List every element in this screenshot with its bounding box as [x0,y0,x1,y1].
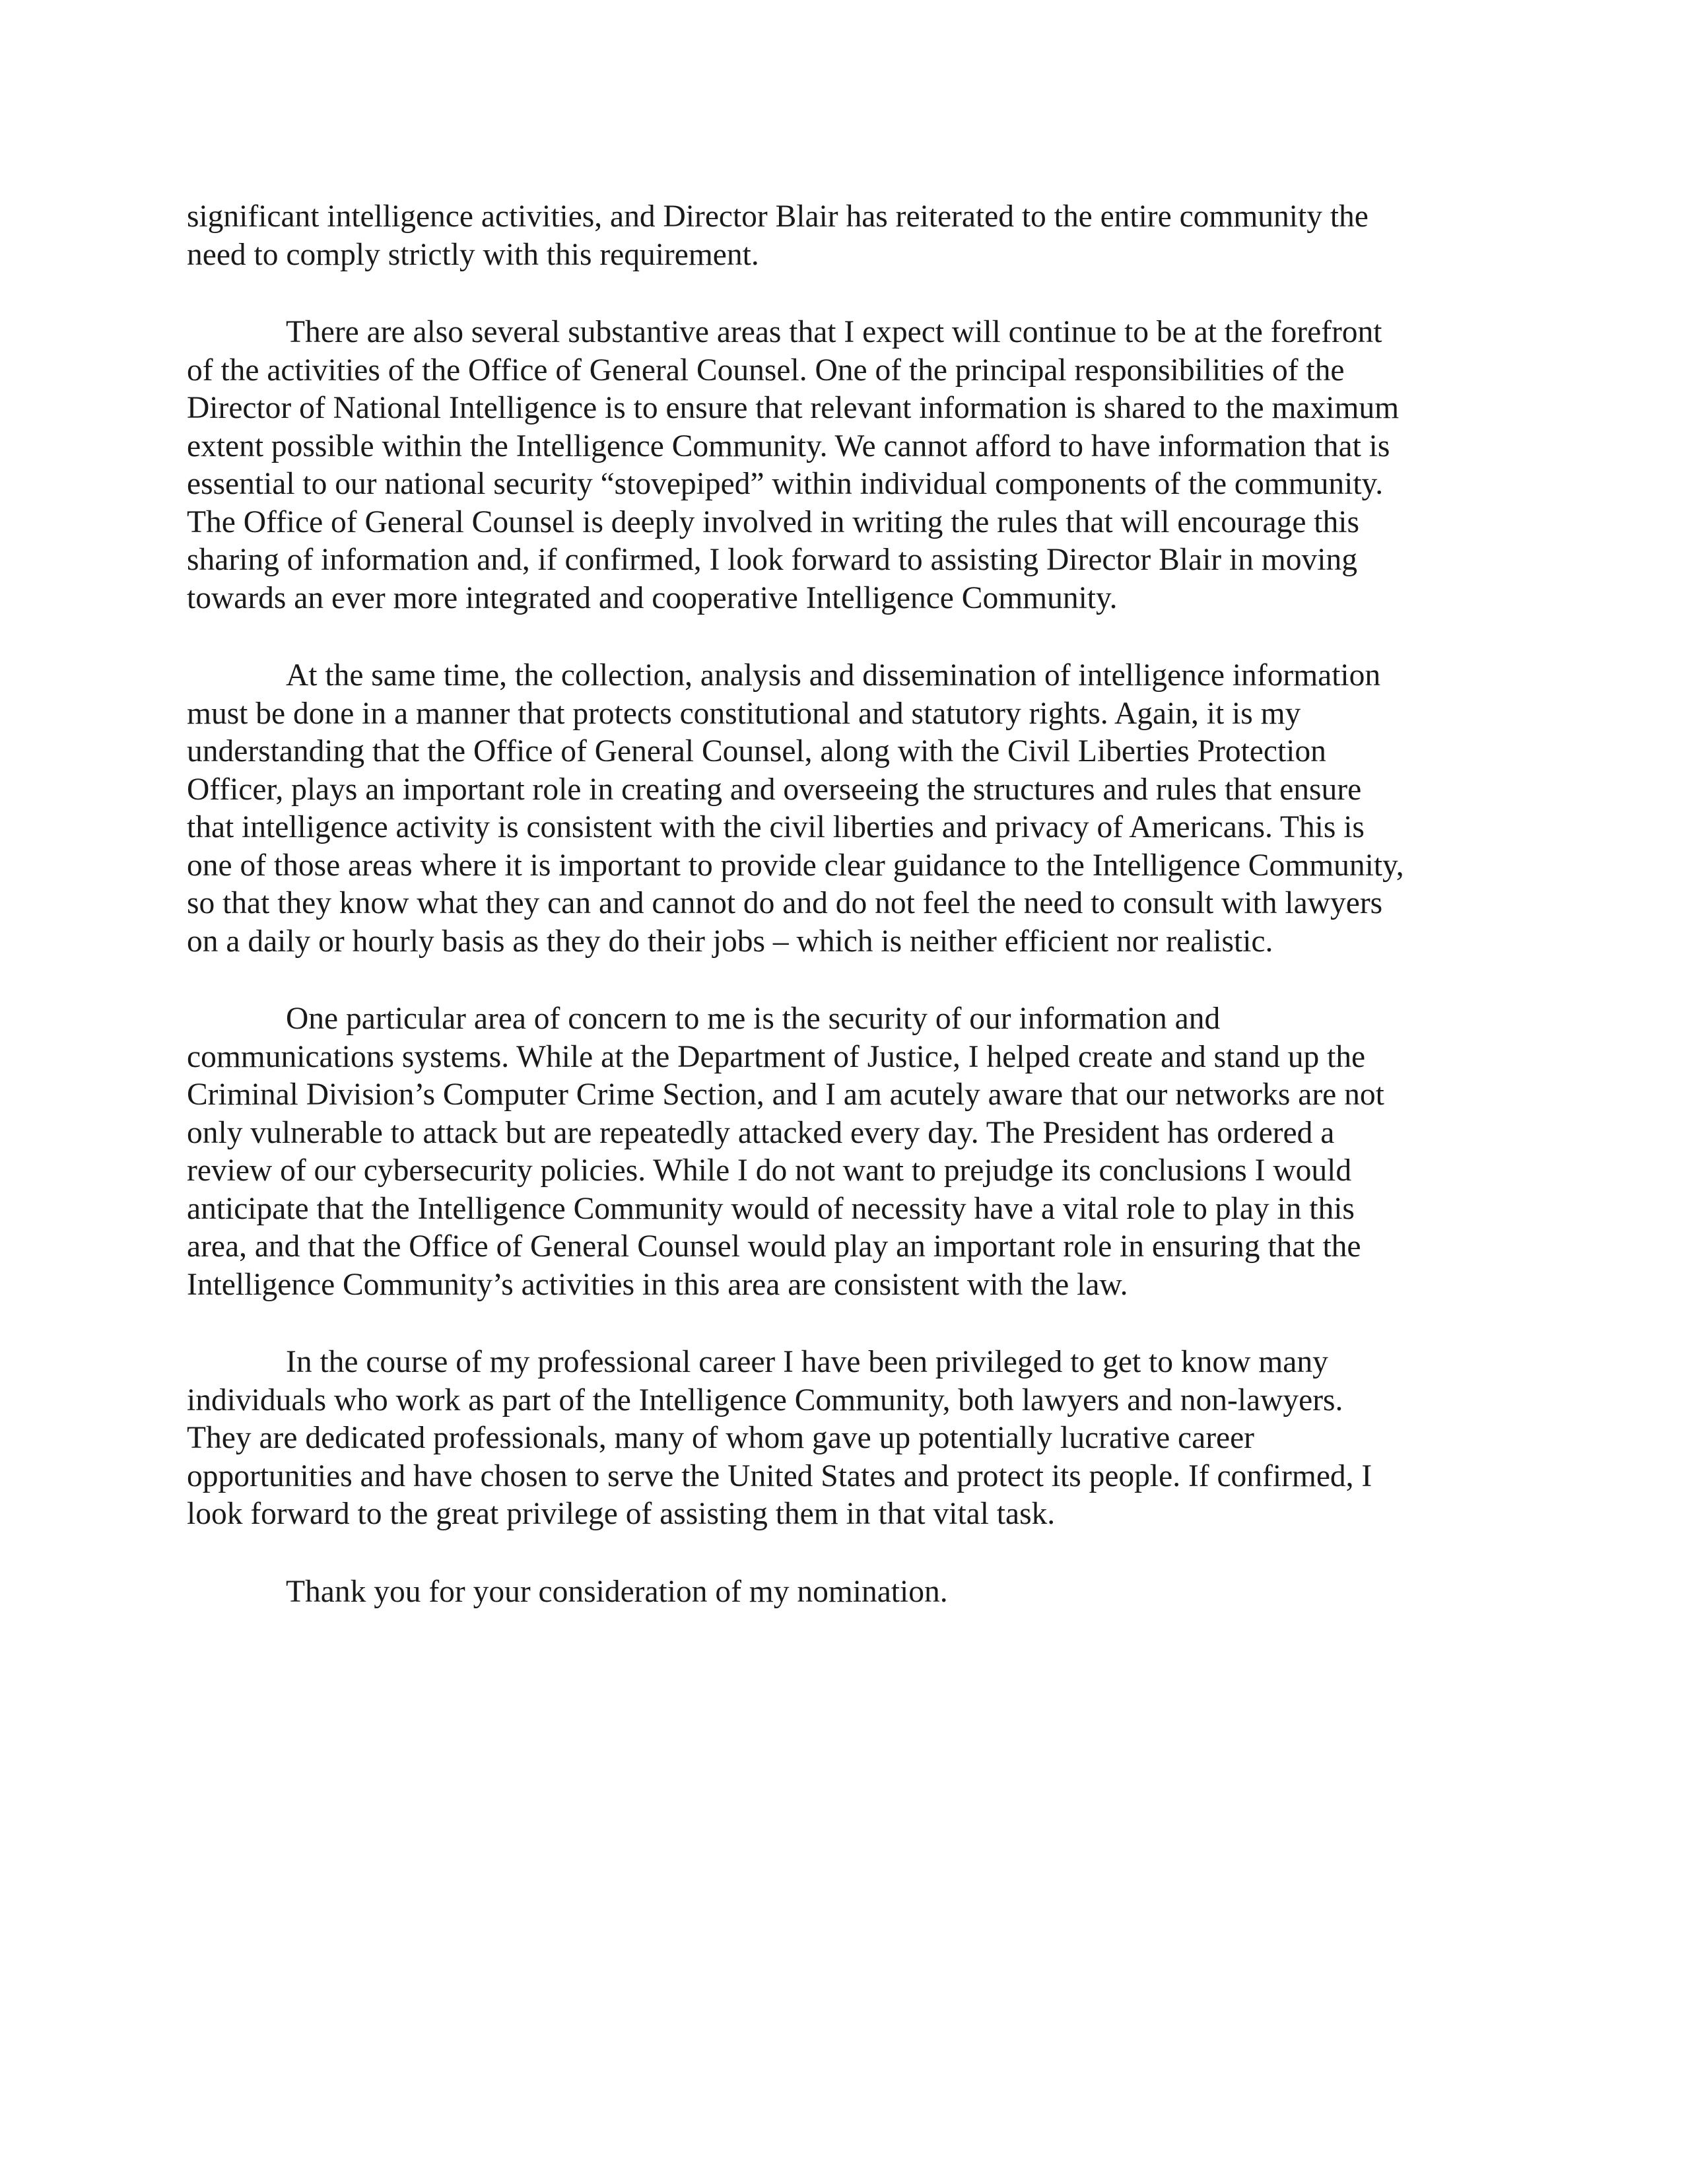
text-line: look forward to the great privilege of assisting them in that vital task. [187,1497,1056,1531]
document-body [187,198,1481,1651]
text-line: One particular area of concern to me is the security of our information and [286,1002,1221,1036]
text-line: so that they know what they can and cannot do and do not feel the need to consult with lawyers [187,886,1383,920]
paragraph-5 [187,1344,1481,1534]
text-line: At the same time, the collection, analysis and dissemination of intelligence information [286,658,1381,693]
paragraph-3 [187,657,1481,961]
text-line: only vulnerable to attack but are repeatedly attacked every day. The President has ordered a [187,1115,1335,1150]
text-line: opportunities and have chosen to serve the United States and protect its people. If confirmed, I [187,1458,1372,1493]
text-line: need to comply strictly with this requirement. [187,237,759,272]
text-line: Thank you for your consideration of my nomination. [286,1574,948,1609]
text-line: review of our cybersecurity policies. While I do not want to prejudge its conclusions I would [187,1153,1352,1188]
text-line: Criminal Division’s Computer Crime Section, and I am acutely aware that our networks are not [187,1077,1384,1112]
text-line: Intelligence Community’s activities in this area are consistent with the law. [187,1267,1128,1302]
text-line: communications systems. While at the Department of Justice, I helped create and stand up the [187,1039,1366,1074]
text-line: understanding that the Office of General Counsel, along with the Civil Liberties Protection [187,734,1326,768]
text-line: In the course of my professional career I have been privileged to get to know many [286,1345,1328,1379]
text-line: must be done in a manner that protects constitutional and statutory rights. Again, it is my [187,696,1301,731]
text-line: anticipate that the Intelligence Community would of necessity have a vital role to play in this [187,1191,1355,1226]
text-line: towards an ever more integrated and cooperative Intelligence Community. [187,580,1118,615]
text-line: of the activities of the Office of General Counsel. One of the principal responsibilities of the [187,353,1345,388]
text-line: There are also several substantive areas that I expect will continue to be at the forefront [286,315,1382,349]
text-line: that intelligence activity is consistent with the civil liberties and privacy of Americans. This is [187,810,1365,844]
text-line: The Office of General Counsel is deeply involved in writing the rules that will encourage this [187,504,1359,539]
text-line: Officer, plays an important role in creating and overseeing the structures and rules that ensure [187,772,1362,807]
paragraph-2 [187,314,1481,617]
paragraph-1 [187,198,1481,274]
text-line: essential to our national security “stovepiped” within individual components of the community. [187,467,1384,501]
text-line: individuals who work as part of the Intelligence Community, both lawyers and non-lawyers. [187,1382,1343,1417]
text-line: on a daily or hourly basis as they do their jobs – which is neither efficient nor realistic. [187,924,1273,959]
text-line: significant intelligence activities, and Director Blair has reiterated to the entire community the [187,199,1369,234]
text-line: sharing of information and, if confirmed, I look forward to assisting Director Blair in moving [187,543,1357,577]
text-line: They are dedicated professionals, many of whom gave up potentially lucrative career [187,1421,1254,1455]
paragraph-6 [187,1573,1481,1612]
text-line: area, and that the Office of General Counsel would play an important role in ensuring that the [187,1229,1361,1264]
text-line: one of those areas where it is important to provide clear guidance to the Intelligence Community, [187,848,1404,883]
paragraph-4 [187,1000,1481,1304]
text-line: extent possible within the Intelligence Community. We cannot afford to have information that is [187,428,1390,463]
text-line: Director of National Intelligence is to ensure that relevant information is shared to the maximum [187,391,1400,425]
